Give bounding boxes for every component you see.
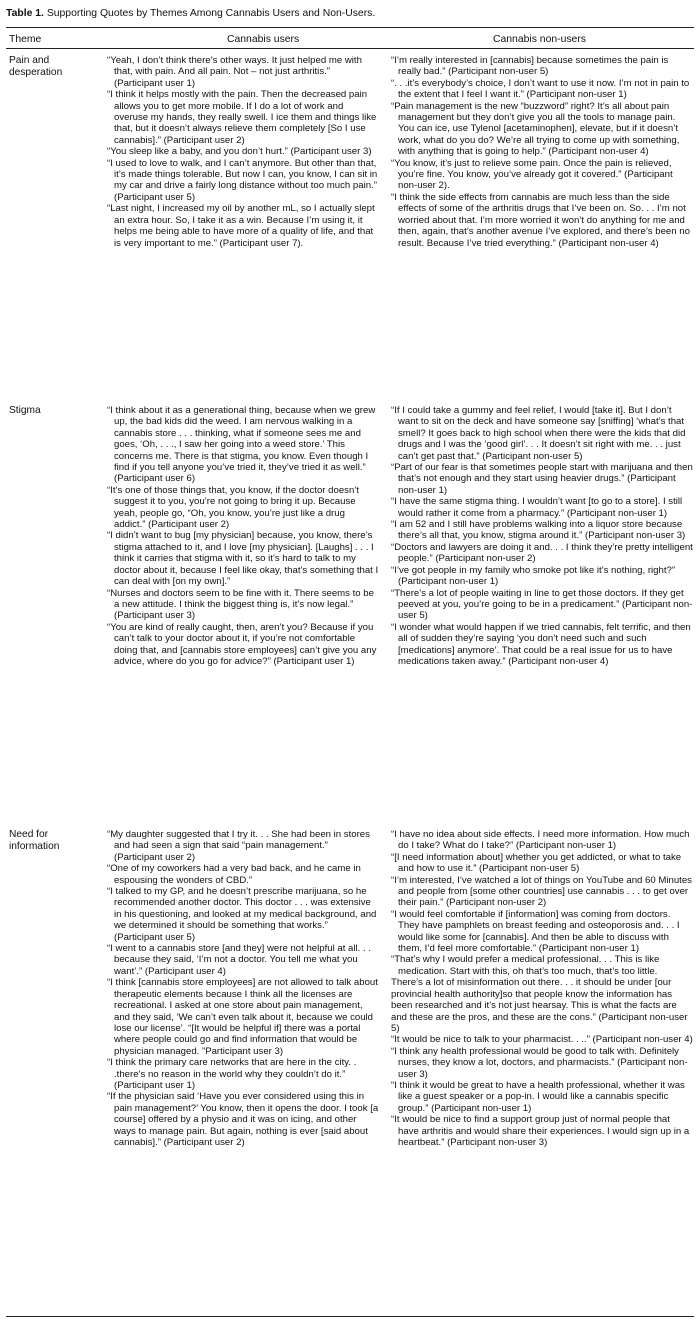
quote: “I think it helps mostly with the pain. Then the decreased pain allows you to get more mobile. If I do a lot of work and overuse my hands, they really swell. I ice them and things like that, but it doesn’t always relieve them completely [So I use cannabis].” (Participant user 2) [107,89,377,146]
quote: “Yeah, I don’t think there’s other ways. It just helped me with that, with pain. And all pain. Not – not just arthritis.” (Participant user 1) [107,55,362,89]
quote: “You are kind of really caught, then, aren’t you? Because if you can’t talk to your doctor about it, if you’re not comfortable doing that, and [cannabis store employees] can’t give you any advice, where do you go for advice?” (Participant user 1) [107,621,377,667]
quote: “There’s a lot of people waiting in line to get those doctors. If they get peeved at you, you’re going to be in a predicament.” (Participant non-user 5) [391,587,693,622]
nonusers-column-pain [391,55,693,249]
quote: “. . .it’s everybody’s choice, I don’t want to use it now. I’m not in pain to the extent that I feel I want it.” (Participant non-user 1) [391,77,690,101]
quote: “One of my coworkers had a very bad back, and he came in espousing the wonders of CBD.” [107,863,361,886]
quote: “I’ve got people in my family who smoke pot like it’s nothing, right?” (Participant non-user 1) [391,564,676,588]
quote: “I wonder what would happen if we tried cannabis, felt terrific, and then all of sudden they’re saying ‘you don’t need such and such [medications] anymore’. That could be a real issue for us to have medications taken away.” (Participant non-user 4) [391,621,691,667]
table-caption [6,8,375,19]
header-theme: Theme [9,34,42,45]
nonusers-column-information [391,829,693,1148]
theme-need-for-information: Need for information [9,829,60,852]
quote: “I think [cannabis store employees] are not allowed to talk about therapeutic elements because I think all the licenses are recreational. I asked at one store about pain management, and they said, ‘We can’t even talk about it, because we could lose our license’. “[It would be helpful if] there was a portal where people could go and find information that would be physician managed. ”Participant user 3) [107,977,378,1057]
quote: “I would feel comfortable if [information] was coming from doctors. They have pamphlets on breast feeding and osteoporosis and. . . I would like some for [cannabis]. And then be able to discuss with them, I’d feel more comfortable.” (Participant non-user 1) [391,908,680,955]
quote: “I talked to my GP, and he doesn’t prescribe marijuana, so he recommended another doctor. This doctor . . . was extensive in his questioning, and looked at my medical background, and we determined it should be something that works.” (Participant user 5) [107,886,377,943]
quote: “It would be nice to talk to your pharmacist. . ..” (Participant non-user 4) [391,1034,693,1046]
quote: “Doctors and lawyers are doing it and. . . I think they’re pretty intelligent people.” (Participant non-user 2) [391,541,693,565]
quote: “I’m really interested in [cannabis] because sometimes the pain is really bad.” (Participant non-user 5) [391,55,669,78]
quote: “I have the same stigma thing. I wouldn’t want [to go to a store]. I still would rather it come from a pharmacy.” (Participant non-user 1) [391,496,683,519]
theme-pain: Pain and desperation [9,55,63,78]
quote: “I think any health professional would be good to talk with. Definitely nurses, they know a lot, doctors, and pharmacists.” (Participant non-user 3) [391,1045,688,1080]
users-column-pain [107,55,379,249]
quote: “If I could take a gummy and feel relief, I would [take it]. But I don’t want to sit on the deck and have someone say [sniffing] ‘what’s that smell? It goes back to high school when there were the kids that did drugs and I was the ‘good girl’. . . It doesn’t sit right with me. . . just can’t get past that.” (Participant non-user 5) [391,405,686,462]
quote: “I used to love to walk, and I can’t anymore. But other than that, it’s made things tolerable. But now I can, you know, I can sit in my car and drive a fairly long distance without too much pain.” (Participant user 5) [107,157,378,203]
quote: “Part of our fear is that sometimes people start with marijuana and then that’s not enough and they start using heavier drugs.” (Participant non-user 1) [391,462,693,496]
quote: “That’s why I would prefer a medical professional. . . This is like medication. Start with this, oh that’s too much, that’s too little. [391,954,660,977]
quote: “I think the side effects from cannabis are much less than the side effects of some of the arthritis drugs that I’ve been on. So. . . I’m not worried about that. I’m more worried it won’t do anything for me and then, again, that’s another avenue I’ve explored, and there’s been no result. Because I’ve tried everything.” (Participant non-user 4) [391,191,690,249]
quote: “I have no idea about side effects. I need more information. How much do I take? What do I take?” (Participant non-user 1) [391,829,690,852]
quote: “I’m interested, I’ve watched a lot of things on YouTube and 60 Minutes and people from [some other countries] use cannabis . . . to get over their pain.” (Participant non-user 2) [391,874,692,909]
bottom-rule [6,1316,694,1317]
quote: “Last night, I increased my oil by another mL, so I actually slept an extra hour. So, I take it as a win. Because I’m using it, it helps me being able to have more of a quality of life, and that is very important to me.” (Participant user 7). [107,203,375,249]
caption-text: Supporting Quotes by Themes Among Cannabis Users and Non-Users. [46,8,376,19]
quote: “I think it would be great to have a health professional, whether it was like a guest speaker or a pop-in. I would like a cannabis specific group.” (Participant non-user 1) [391,1079,685,1114]
top-rule [6,27,694,28]
quote: “It would be nice to find a support group just of normal people that have arthritis and would share their experiences. I would sign up in a heartbeat.” (Participant non-user 3) [391,1114,690,1148]
quote: “I think the primary care networks that are here in the city. . .there’s no reason in the world why they couldn’t do it.” (Participant user 1) [107,1057,357,1091]
users-column-stigma [107,405,379,667]
quote: “You sleep like a baby, and you don’t hurt.” (Participant user 3) [107,146,372,158]
quote: “Pain management is the new “buzzword” right? It’s all about pain management but they don’t give you all the tools to manage pain. You can ice, use Tylenol [acetaminophen], elevate, but if it doesn’t work, what do you do? We’re all trying to come up with something, with anything that is going to help.” (Participant non-user 4) [391,100,680,158]
users-column-information [107,829,379,1148]
quote: “I didn’t want to bug [my physician] because, you know, there’s stigma attached to it, and I love [my physician]. [Laughs] . . . I think it carries that stigma with it, so it’s hard to talk to my doctor about it, because I feel like okay, that’s something that I can deal with [on my own].” [107,530,379,588]
quote: “It’s one of those things that, you know, if the doctor doesn’t suggest it to you, you’re not going to bring it up. Because yeah, people go, “Oh, you know, you’re just like a drug addict.” (Participant user 2) [107,484,360,531]
quote: “[I need information about] whether you get addicted, or what to take and how to use it.” (Participant non-user 5) [391,851,682,875]
header-cannabis-non-users: Cannabis non-users [493,34,586,45]
header-cannabis-users: Cannabis users [227,34,300,45]
quote: There’s a lot of misinformation out there. . . it should be under [our provincial health authority]so that people know the information has been researched and it’s not just hearsay. This is what the facts are and these are the pros, and these are the cons.” (Participant non-user 5) [391,977,688,1034]
quote: “My daughter suggested that I try it. . . She had been in stores and had seen a sign that said “pain management.” (Participant user 2) [107,829,370,863]
header-rule [6,48,694,49]
caption-label: Table 1. [6,8,44,19]
quote: “I am 52 and I still have problems walking into a liquor store because there’s all that, you know, stigma around it.” (Participant non-user 3) [391,519,686,542]
theme-stigma: Stigma [9,405,41,416]
quote: “You know, it’s just to relieve some pain. Once the pain is relieved, you’re fine. You know, you’ve already got it covered.” (Participant non-user 2). [391,157,673,192]
quote: “I think about it as a generational thing, because when we grew up, the bad kids did the weed. I am nervous walking in a cannabis store . . . thinking, what if someone sees me and goes, ‘Oh, . . ., I saw her going into a weed store.’ This concerns me. There is that stigma, you know. Even though I find if you tell anyone you’ve tried it, they’ve tried it as well.” (Participant user 6) [107,405,376,485]
quote: “If the physician said ‘Have you ever considered using this in pain management?’ You know, then it opens the door. I took [a course] offered by a physio and it was on icing, and other ways to manage pain. But again, nothing is ever [said about cannabis].” (Participant user 2) [107,1091,379,1148]
quote: “I went to a cannabis store [and they] were not helpful at all. . . because they said, ‘I’m not a doctor. You tell me what you want’.” (Participant user 4) [107,943,371,977]
nonusers-column-stigma [391,405,693,667]
quote: “Nurses and doctors seem to be fine with it. There seems to be a new attitude. I think the biggest thing is, it’s now legal.” (Participant user 3) [107,587,374,622]
